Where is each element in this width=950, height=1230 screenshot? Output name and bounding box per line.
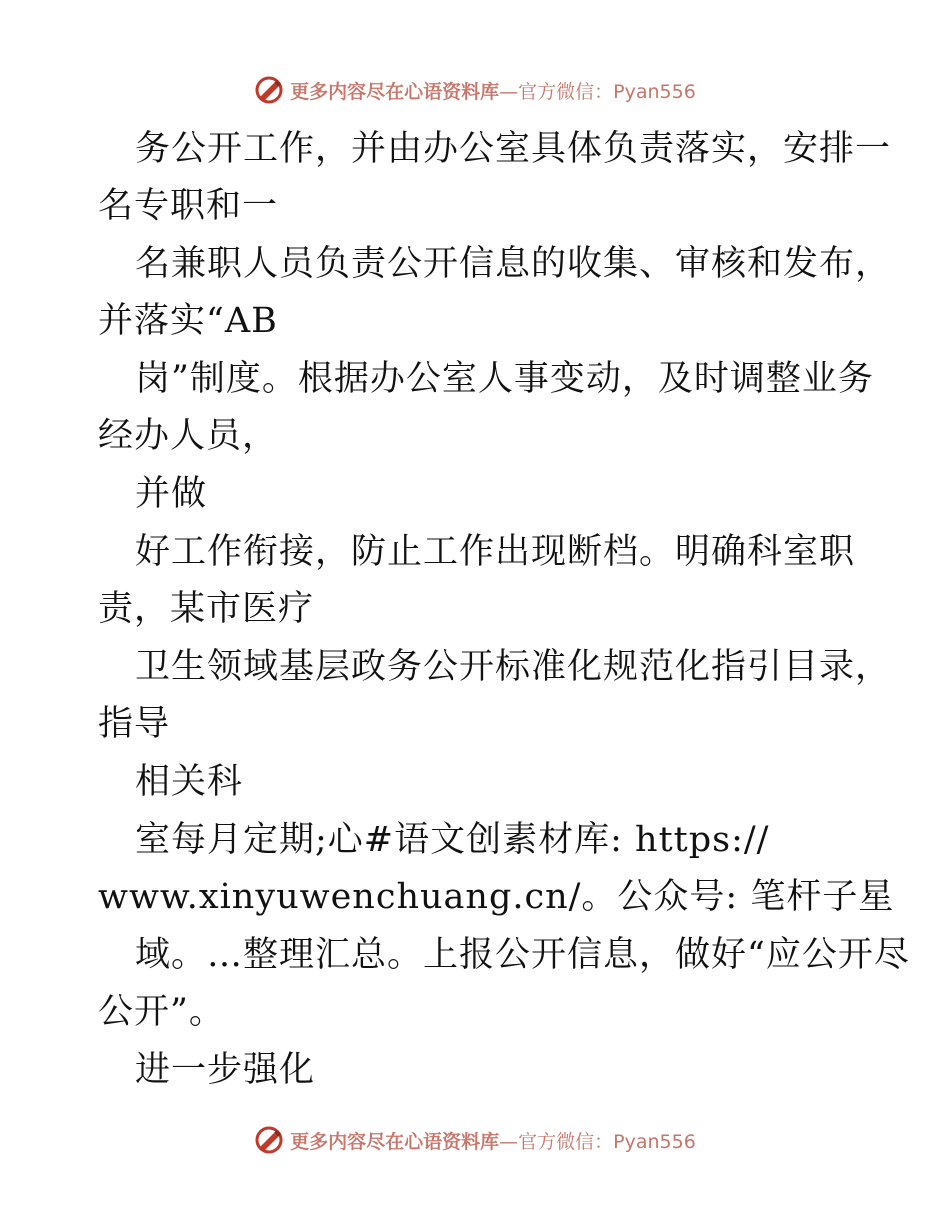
text-line: 室每月定期;心#语文创素材库: https:// <box>135 820 770 860</box>
banner-site-text: 更多内容尽在心语资料库 <box>290 80 500 103</box>
text-line: 并做 <box>135 474 208 514</box>
text-line: 域。…整理汇总。上报公开信息，做好“应公开尽 <box>135 935 910 975</box>
text-line: 好工作衔接，防止工作出现断档。明确科室职 <box>135 532 856 572</box>
text-line: 务公开工作，并由办公室具体负责落实，安排一 <box>135 129 892 169</box>
banner-site-text: 更多内容尽在心语资料库 <box>290 1130 500 1153</box>
footer-banner <box>0 1120 950 1160</box>
text-line: 名专职和一 <box>98 186 279 226</box>
pen-logo-icon <box>254 75 284 105</box>
header-banner <box>0 70 950 110</box>
text-line: 指导 <box>98 704 171 744</box>
banner-official-text: —官方微信：Pyan556 <box>499 80 696 103</box>
text-line: 公开”。 <box>98 992 225 1032</box>
text-line: 经办人员， <box>98 416 279 456</box>
text-line: 并落实“AB <box>98 301 278 341</box>
text-line: 相关科 <box>135 762 244 802</box>
banner-official-text: —官方微信：Pyan556 <box>499 1130 696 1153</box>
text-line: www.xinyuwenchuang.cn/。公众号: 笔杆子星 <box>98 877 895 917</box>
text-line: 进一步强化 <box>135 1050 316 1090</box>
pen-logo-icon <box>254 1125 284 1155</box>
text-line: 名兼职人员负责公开信息的收集、审核和发布， <box>135 244 892 284</box>
text-line: 岗”制度。根据办公室人事变动，及时调整业务 <box>135 359 874 399</box>
text-line: 责，某市医疗 <box>98 589 315 629</box>
text-line: 卫生领域基层政务公开标准化规范化指引目录， <box>135 647 892 687</box>
